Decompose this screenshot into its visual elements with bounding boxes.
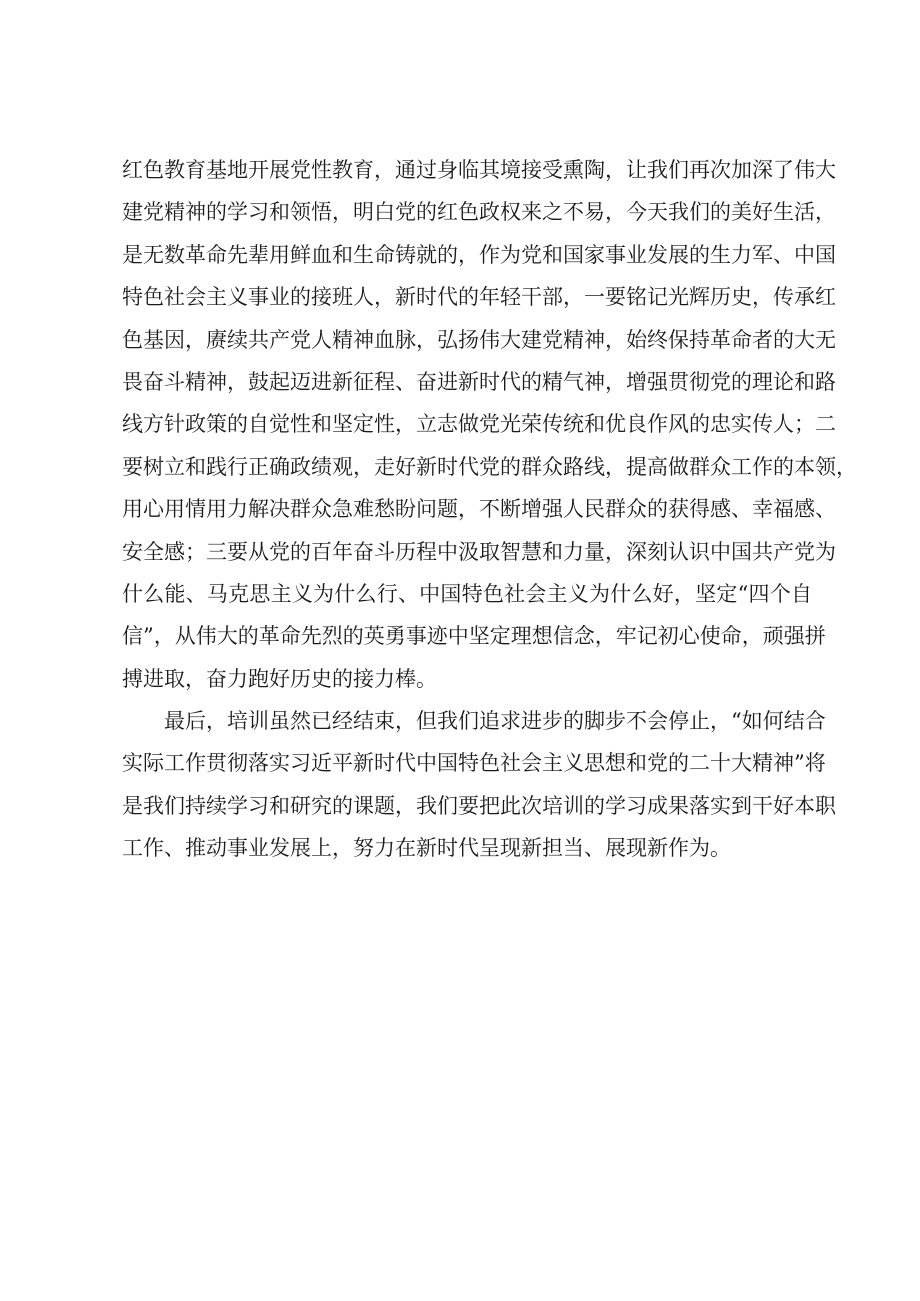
paragraph-line: 用心用情用力解决群众急难愁盼问题，不断增强人民群众的获得感、幸福感、 [122, 497, 836, 522]
paragraph-line: 畏奋斗精神，鼓起迈进新征程、奋进新时代的精气神，增强贯彻党的理论和路 [122, 369, 836, 394]
paragraph-line: 特色社会主义事业的接班人，新时代的年轻干部，一要铭记光辉历史，传承红 [122, 285, 836, 310]
paragraph-line: 是无数革命先辈用鲜血和生命铸就的，作为党和国家事业发展的生力军、中国 [122, 242, 836, 267]
paragraph-line: 要树立和践行正确政绩观，走好新时代党的群众路线，提高做群众工作的本领， [122, 454, 857, 479]
paragraph-line: 信”，从伟大的革命先烈的英勇事迹中坚定理想信念，牢记初心使命，顽强拼 [122, 624, 826, 649]
paragraph-line: 工作、推动事业发展上，努力在新时代呈现新担当、展现新作为。 [122, 836, 731, 861]
paragraph-2 [122, 700, 836, 870]
paragraph-line: 搏进取，奋力跑好历史的接力棒。 [122, 666, 437, 691]
paragraph-line: 建党精神的学习和领悟，明白党的红色政权来之不易，今天我们的美好生活， [122, 200, 836, 225]
paragraph-line: 色基因，赓续共产党人精神血脉，弘扬伟大建党精神，始终保持革命者的大无 [122, 327, 836, 352]
paragraph-line: 实际工作贯彻落实习近平新时代中国特色社会主义思想和党的二十大精神”将 [122, 751, 826, 776]
paragraph-line: 最后，培训虽然已经结束，但我们追求进步的脚步不会停止，“如何结合 [164, 709, 826, 734]
paragraph-1 [122, 149, 857, 700]
paragraph-line: 安全感；三要从党的百年奋斗历程中汲取智慧和力量，深刻认识中国共产党为 [122, 539, 836, 564]
document-body [122, 149, 857, 870]
paragraph-line: 红色教育基地开展党性教育，通过身临其境接受熏陶，让我们再次加深了伟大 [122, 158, 836, 182]
paragraph-line: 什么能、马克思主义为什么行、中国特色社会主义为什么好，坚定“四个自 [122, 581, 812, 606]
paragraph-line: 是我们持续学习和研究的课题，我们要把此次培训的学习成果落实到干好本职 [122, 793, 836, 818]
paragraph-line: 线方针政策的自觉性和坚定性，立志做党光荣传统和优良作风的忠实传人；二 [122, 412, 836, 437]
